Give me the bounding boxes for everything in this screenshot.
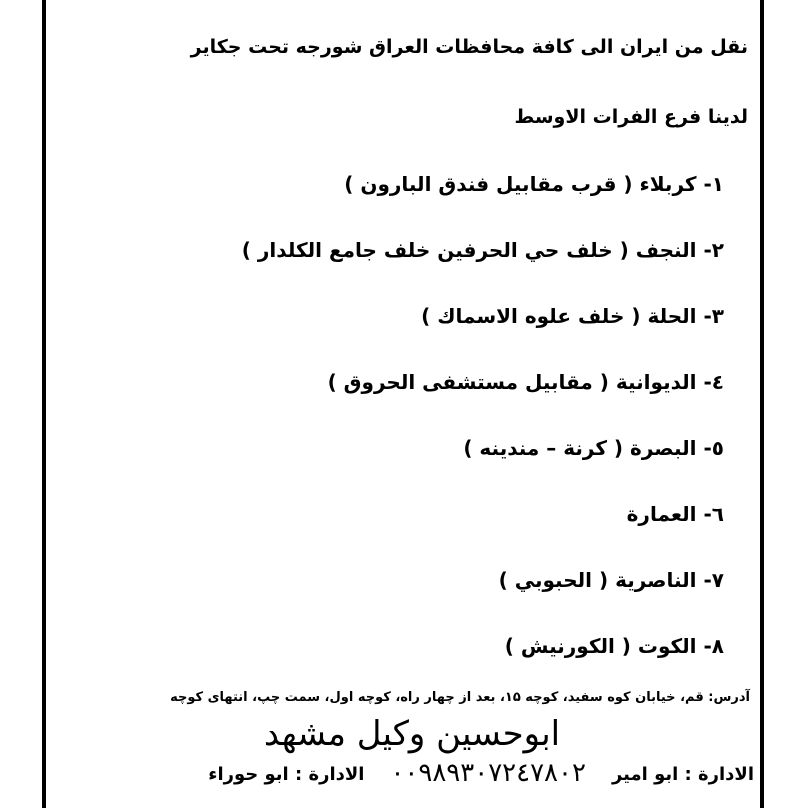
right-border-line [760,0,764,808]
branch-item: ٨- الكوت ( الكورنيش ) [504,634,724,658]
heading-line-1: نقل من ايران الى كافة محافظات العراق شورجه تحت جكاير [190,36,748,58]
branch-item: ٢- النجف ( خلف حي الحرفين خلف جامع الكلدار ) [241,238,724,262]
admin-2-label: الادارة : ابو حوراء [208,764,365,785]
heading-line-2: لدينا فرع الفرات الاوسط [514,106,748,128]
branch-item: ٦- العمارة [626,502,724,526]
branch-item: ١- كربلاء ( قرب مقابيل فندق البارون ) [344,172,724,196]
document-page [50,0,754,808]
branch-item: ٤- الديوانية ( مقابيل مستشفى الحروق ) [327,370,724,394]
branch-item: ٣- الحلة ( خلف علوه الاسماك ) [421,304,724,328]
admin-1-label: الادارة : ابو امير [611,764,754,785]
branch-item: ٥- البصرة ( كرنة – مندينه ) [463,436,724,460]
phone-number: ٠٠٩٨٩٣٠٧٢٤٧٨٠٢ [390,758,586,788]
branch-item: ٧- الناصرية ( الحبوبي ) [498,568,724,592]
agent-line: ابوحسين وكيل مشهد [263,714,561,754]
footer-line [50,758,754,788]
address-line: آدرس: قم، خیابان کوه سفید، کوچه ۱۵، بعد از چهار راه، کوچه اول، سمت چپ، انتهای کوچه [170,690,750,705]
left-border-line [42,0,46,808]
